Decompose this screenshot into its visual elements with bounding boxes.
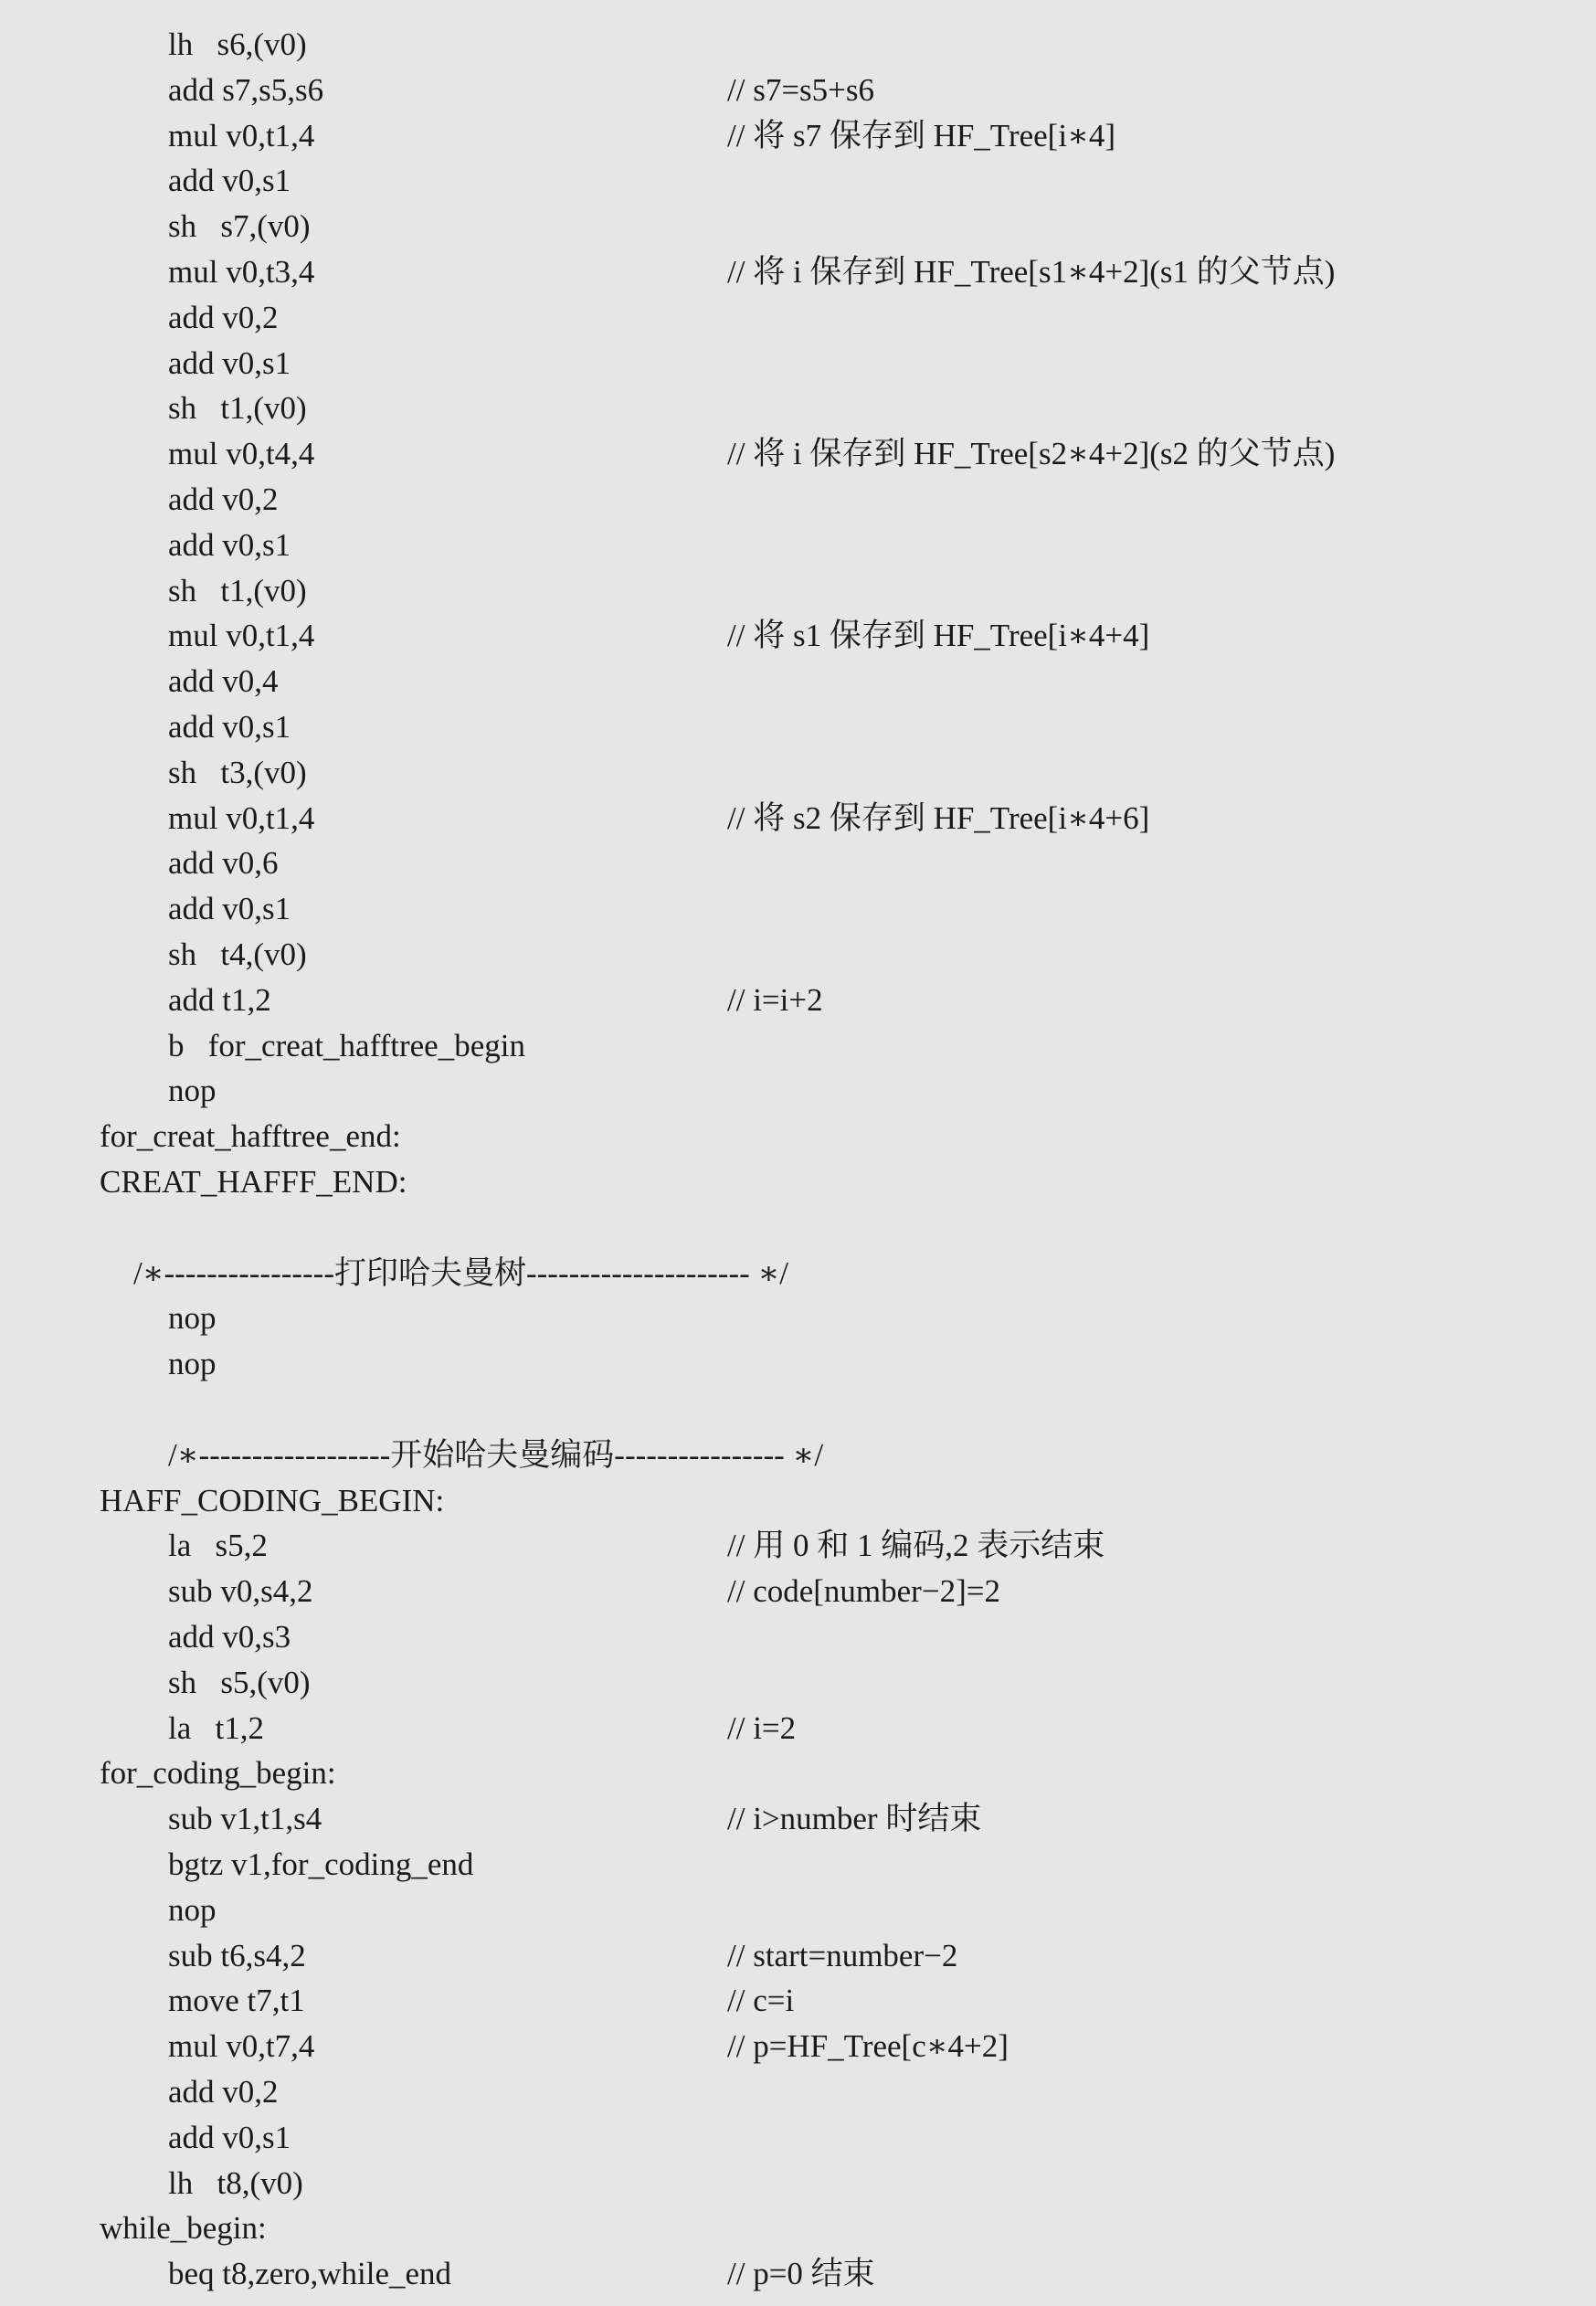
code-text: add v0,s1 (168, 526, 291, 563)
code-text: sh s5,(v0) (168, 1664, 311, 1700)
code-text: add v0,s1 (168, 163, 291, 199)
code-text: add v0,2 (168, 481, 279, 517)
code-line (0, 204, 1596, 249)
code-line (0, 2024, 1596, 2069)
code-line (0, 978, 1596, 1023)
code-line (0, 341, 1596, 386)
code-line (0, 158, 1596, 204)
code-line (0, 841, 1596, 886)
code-line (0, 431, 1596, 477)
code-line (0, 249, 1596, 295)
code-text: la s5,2 (168, 1528, 268, 1564)
code-line (0, 704, 1596, 750)
code-comment: // p=HF_Tree[c∗4+2] (727, 2028, 1009, 2065)
code-label (0, 1114, 1596, 1159)
code-text: nop (168, 1891, 217, 1928)
code-line (0, 613, 1596, 659)
code-text: mul v0,t1,4 (168, 618, 315, 654)
code-text: sh t1,(v0) (168, 572, 307, 608)
code-text: sub t6,s4,2 (168, 1937, 306, 1973)
code-text: sh s7,(v0) (168, 208, 311, 245)
code-comment: // 将 s1 保存到 HF_Tree[i∗4+4] (727, 618, 1150, 654)
code-line (0, 659, 1596, 704)
code-line (0, 22, 1596, 68)
code-line (0, 2069, 1596, 2115)
code-line (0, 386, 1596, 431)
code-comment: // 将 s7 保存到 HF_Tree[i∗4] (727, 117, 1116, 153)
code-text: nop (168, 1300, 217, 1337)
code-line (0, 1978, 1596, 2024)
code-line (0, 1614, 1596, 1660)
code-comment: // 将 i 保存到 HF_Tree[s1∗4+2](s1 的父节点) (727, 254, 1336, 290)
code-line (0, 796, 1596, 841)
code-line (0, 68, 1596, 113)
blank-line (0, 1205, 1596, 1251)
code-comment: // start=number−2 (727, 1937, 958, 1973)
code-text: while_begin: (100, 2210, 267, 2247)
code-label (0, 1751, 1596, 1796)
code-line (0, 2115, 1596, 2161)
code-text: lh s6,(v0) (168, 26, 307, 62)
divider-text: /∗----------------打印哈夫曼树--------------------- ∗/ (133, 1254, 789, 1291)
code-line (0, 750, 1596, 796)
code-text: add v0,4 (168, 663, 279, 700)
code-line (0, 1933, 1596, 1979)
code-text: mul v0,t3,4 (168, 254, 315, 290)
code-line (0, 1569, 1596, 1614)
code-text: nop (168, 1073, 217, 1109)
code-line (0, 1023, 1596, 1069)
code-line (0, 1341, 1596, 1387)
section-divider (0, 1251, 1596, 1296)
code-label (0, 2206, 1596, 2251)
code-text: lh t8,(v0) (168, 2164, 303, 2201)
code-label (0, 1159, 1596, 1205)
code-line (0, 1660, 1596, 1706)
code-text: add v0,s1 (168, 344, 291, 381)
code-line (0, 523, 1596, 568)
code-text: add v0,2 (168, 2074, 279, 2110)
code-comment: // 用 0 和 1 编码,2 表示结束 (727, 1528, 1105, 1564)
code-line (0, 1706, 1596, 1751)
code-line (0, 1842, 1596, 1888)
code-text: nop (168, 1346, 217, 1382)
code-text: add v0,2 (168, 299, 279, 335)
code-text: add v0,s1 (168, 2119, 291, 2155)
code-text: sub v1,t1,s4 (168, 1801, 322, 1837)
code-text: bgtz v1,for_coding_end (168, 1846, 474, 1882)
code-text: sh t4,(v0) (168, 936, 307, 972)
code-line (0, 295, 1596, 341)
code-text: sub v0,s4,2 (168, 1573, 313, 1610)
code-text: add v0,6 (168, 845, 279, 882)
code-line (0, 932, 1596, 978)
code-line (0, 477, 1596, 523)
code-text: beq t8,zero,while_end (168, 2256, 452, 2292)
code-comment: // p=0 结束 (727, 2256, 875, 2292)
code-text: add v0,s1 (168, 709, 291, 745)
code-text: move t7,t1 (168, 1983, 305, 2019)
blank-line (0, 1387, 1596, 1433)
section-divider (0, 1433, 1596, 1478)
code-label (0, 1478, 1596, 1524)
code-text: add s7,s5,s6 (168, 71, 324, 108)
code-comment: // s7=s5+s6 (727, 71, 875, 108)
code-line (0, 2251, 1596, 2297)
code-text: la t1,2 (168, 1709, 264, 1746)
divider-text: /∗------------------开始哈夫曼编码---------------- ∗/ (168, 1436, 824, 1473)
code-text: sh t1,(v0) (168, 390, 307, 427)
code-line (0, 1068, 1596, 1114)
code-comment: // i=2 (727, 1709, 797, 1746)
code-comment: // c=i (727, 1983, 795, 2019)
code-line (0, 1523, 1596, 1569)
code-text: HAFF_CODING_BEGIN: (100, 1482, 445, 1518)
code-text: mul v0,t1,4 (168, 117, 315, 153)
code-comment: // 将 s2 保存到 HF_Tree[i∗4+6] (727, 799, 1150, 836)
code-comment: // 将 i 保存到 HF_Tree[s2∗4+2](s2 的父节点) (727, 436, 1336, 472)
code-text: CREAT_HAFFF_END: (100, 1164, 407, 1200)
code-text: add v0,s1 (168, 891, 291, 927)
code-text: add t1,2 (168, 981, 271, 1018)
code-line (0, 1888, 1596, 1933)
code-text: for_creat_hafftree_end: (100, 1118, 401, 1155)
code-text: sh t3,(v0) (168, 754, 307, 790)
code-text: b for_creat_hafftree_begin (168, 1027, 525, 1063)
code-line (0, 113, 1596, 159)
code-line (0, 1796, 1596, 1842)
code-text: mul v0,t1,4 (168, 799, 315, 836)
code-comment: // i=i+2 (727, 981, 823, 1018)
code-text: mul v0,t7,4 (168, 2028, 315, 2065)
code-line (0, 1296, 1596, 1341)
code-comment: // i>number 时结束 (727, 1801, 982, 1837)
code-text: for_coding_begin: (100, 1755, 336, 1792)
code-text: add v0,s3 (168, 1619, 291, 1655)
code-line (0, 886, 1596, 932)
code-text: mul v0,t4,4 (168, 436, 315, 472)
code-line (0, 568, 1596, 614)
code-comment: // code[number−2]=2 (727, 1573, 1000, 1610)
code-line (0, 2161, 1596, 2206)
